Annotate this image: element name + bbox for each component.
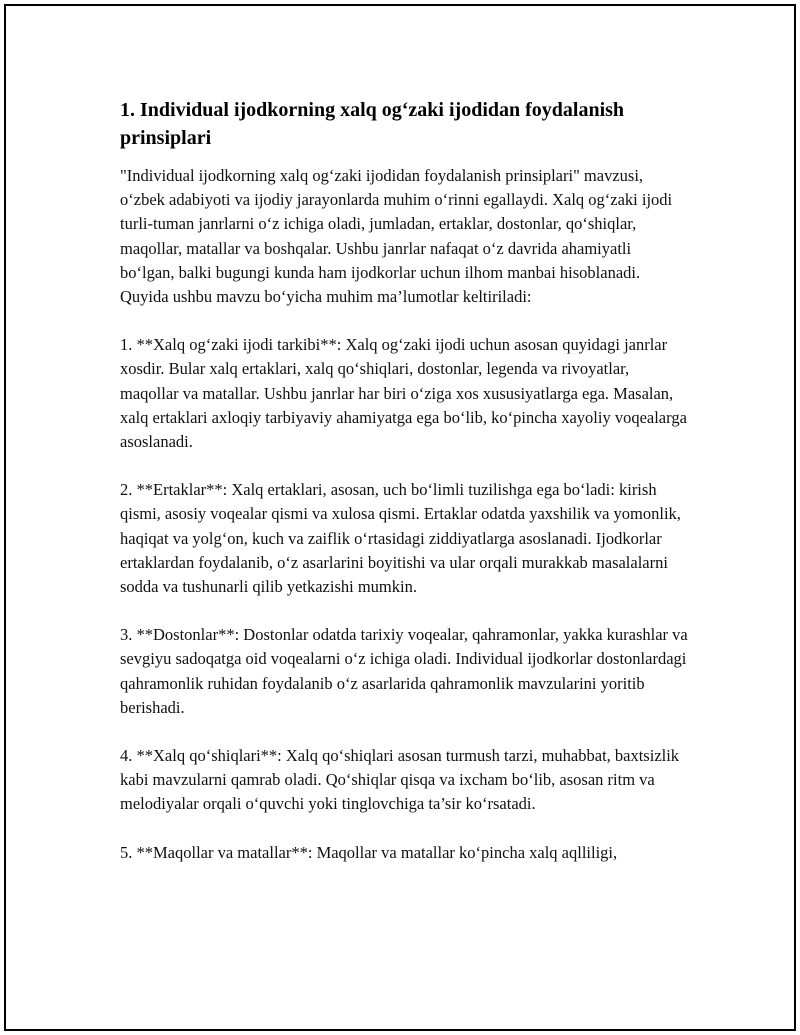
paragraph-folk-songs: 4. **Xalq qo‘shiqlari**: Xalq qo‘shiqlari asosan turmush tarzi, muhabbat, baxtsizlik kabi mavzularni qamrab oladi. Qo‘shiqlar qisqa va ixcham bo‘lib, asosan ritm va melodiyalar orqali o‘quvchi yoki tinglovchiga ta’sir ko‘rsatadi. <box>120 746 680 814</box>
paragraph-proverbs: 5. **Maqollar va matallar**: Maqollar va matallar ko‘pincha xalq aqlliligi, <box>120 842 618 862</box>
intro-paragraph: "Individual ijodkorning xalq og‘zaki ijodidan foydalanish prinsiplari" mavzusi, o‘zbek adabiyoti va ijodiy jarayonlarda muhim o‘rinni egallaydi. Xalq og‘zaki ijodi turli-tuman janrlarni o‘z ichiga oladi, jumladan, ertaklar, dostonlar, qo‘shiqlar, maqollar, matallar va boshqalar. Ushbu janrlar nafaqat o‘z davrida ahamiyatli bo‘lgan, balki bugungi kunda ham ijodkorlar uchun ilhom manbai hisoblanadi. Quyida ushbu mavzu bo‘yicha muhim ma’lumotlar keltiriladi: <box>120 166 673 307</box>
section-heading: 1. Individual ijodkorning xalq og‘zaki ijodidan foydalanish prinsiplari <box>120 99 625 149</box>
page-frame <box>4 4 796 1031</box>
paragraph-epics: 3. **Dostonlar**: Dostonlar odatda tarixiy voqealar, qahramonlar, yakka kurashlar va sevgiyu sadoqatga oid voqealarni o‘z ichiga oladi. Individual ijodkorlar dostonlardagi qahramonlik ruhidan foydalanib o‘z asarlarida qahramonlik mavzularini yoritib berishadi. <box>120 625 688 717</box>
paragraph-folk-oral-composition: 1. **Xalq og‘zaki ijodi tarkibi**: Xalq og‘zaki ijodi uchun asosan quyidagi janrlar xosdir. Bular xalq ertaklari, xalq qo‘shiqlari, dostonlar, legenda va rivoyatlar, maqollar va matallar. Ushbu janrlar har biri o‘ziga xos xususiyatlarga ega. Masalan, xalq ertaklari axloqiy tarbiyaviy ahamiyatga ega bo‘lib, ko‘pincha xayoliy voqealarga asoslanadi. <box>120 335 687 452</box>
document-body <box>120 96 688 889</box>
paragraph-fairy-tales: 2. **Ertaklar**: Xalq ertaklari, asosan, uch bo‘limli tuzilishga ega bo‘ladi: kirish qismi, asosiy voqealar qismi va xulosa qismi. Ertaklar odatda yaxshilik va yomonlik, haqiqat va yolg‘on, kuch va zaiflik o‘rtasidagi ziddiyatlarga asoslanadi. Ijodkorlar ertaklardan foydalanib, o‘z asarlarini boyitishi va ular orqali murakkab masalalarni sodda va tushunarli qilib yetkazishi mumkin. <box>120 480 681 597</box>
